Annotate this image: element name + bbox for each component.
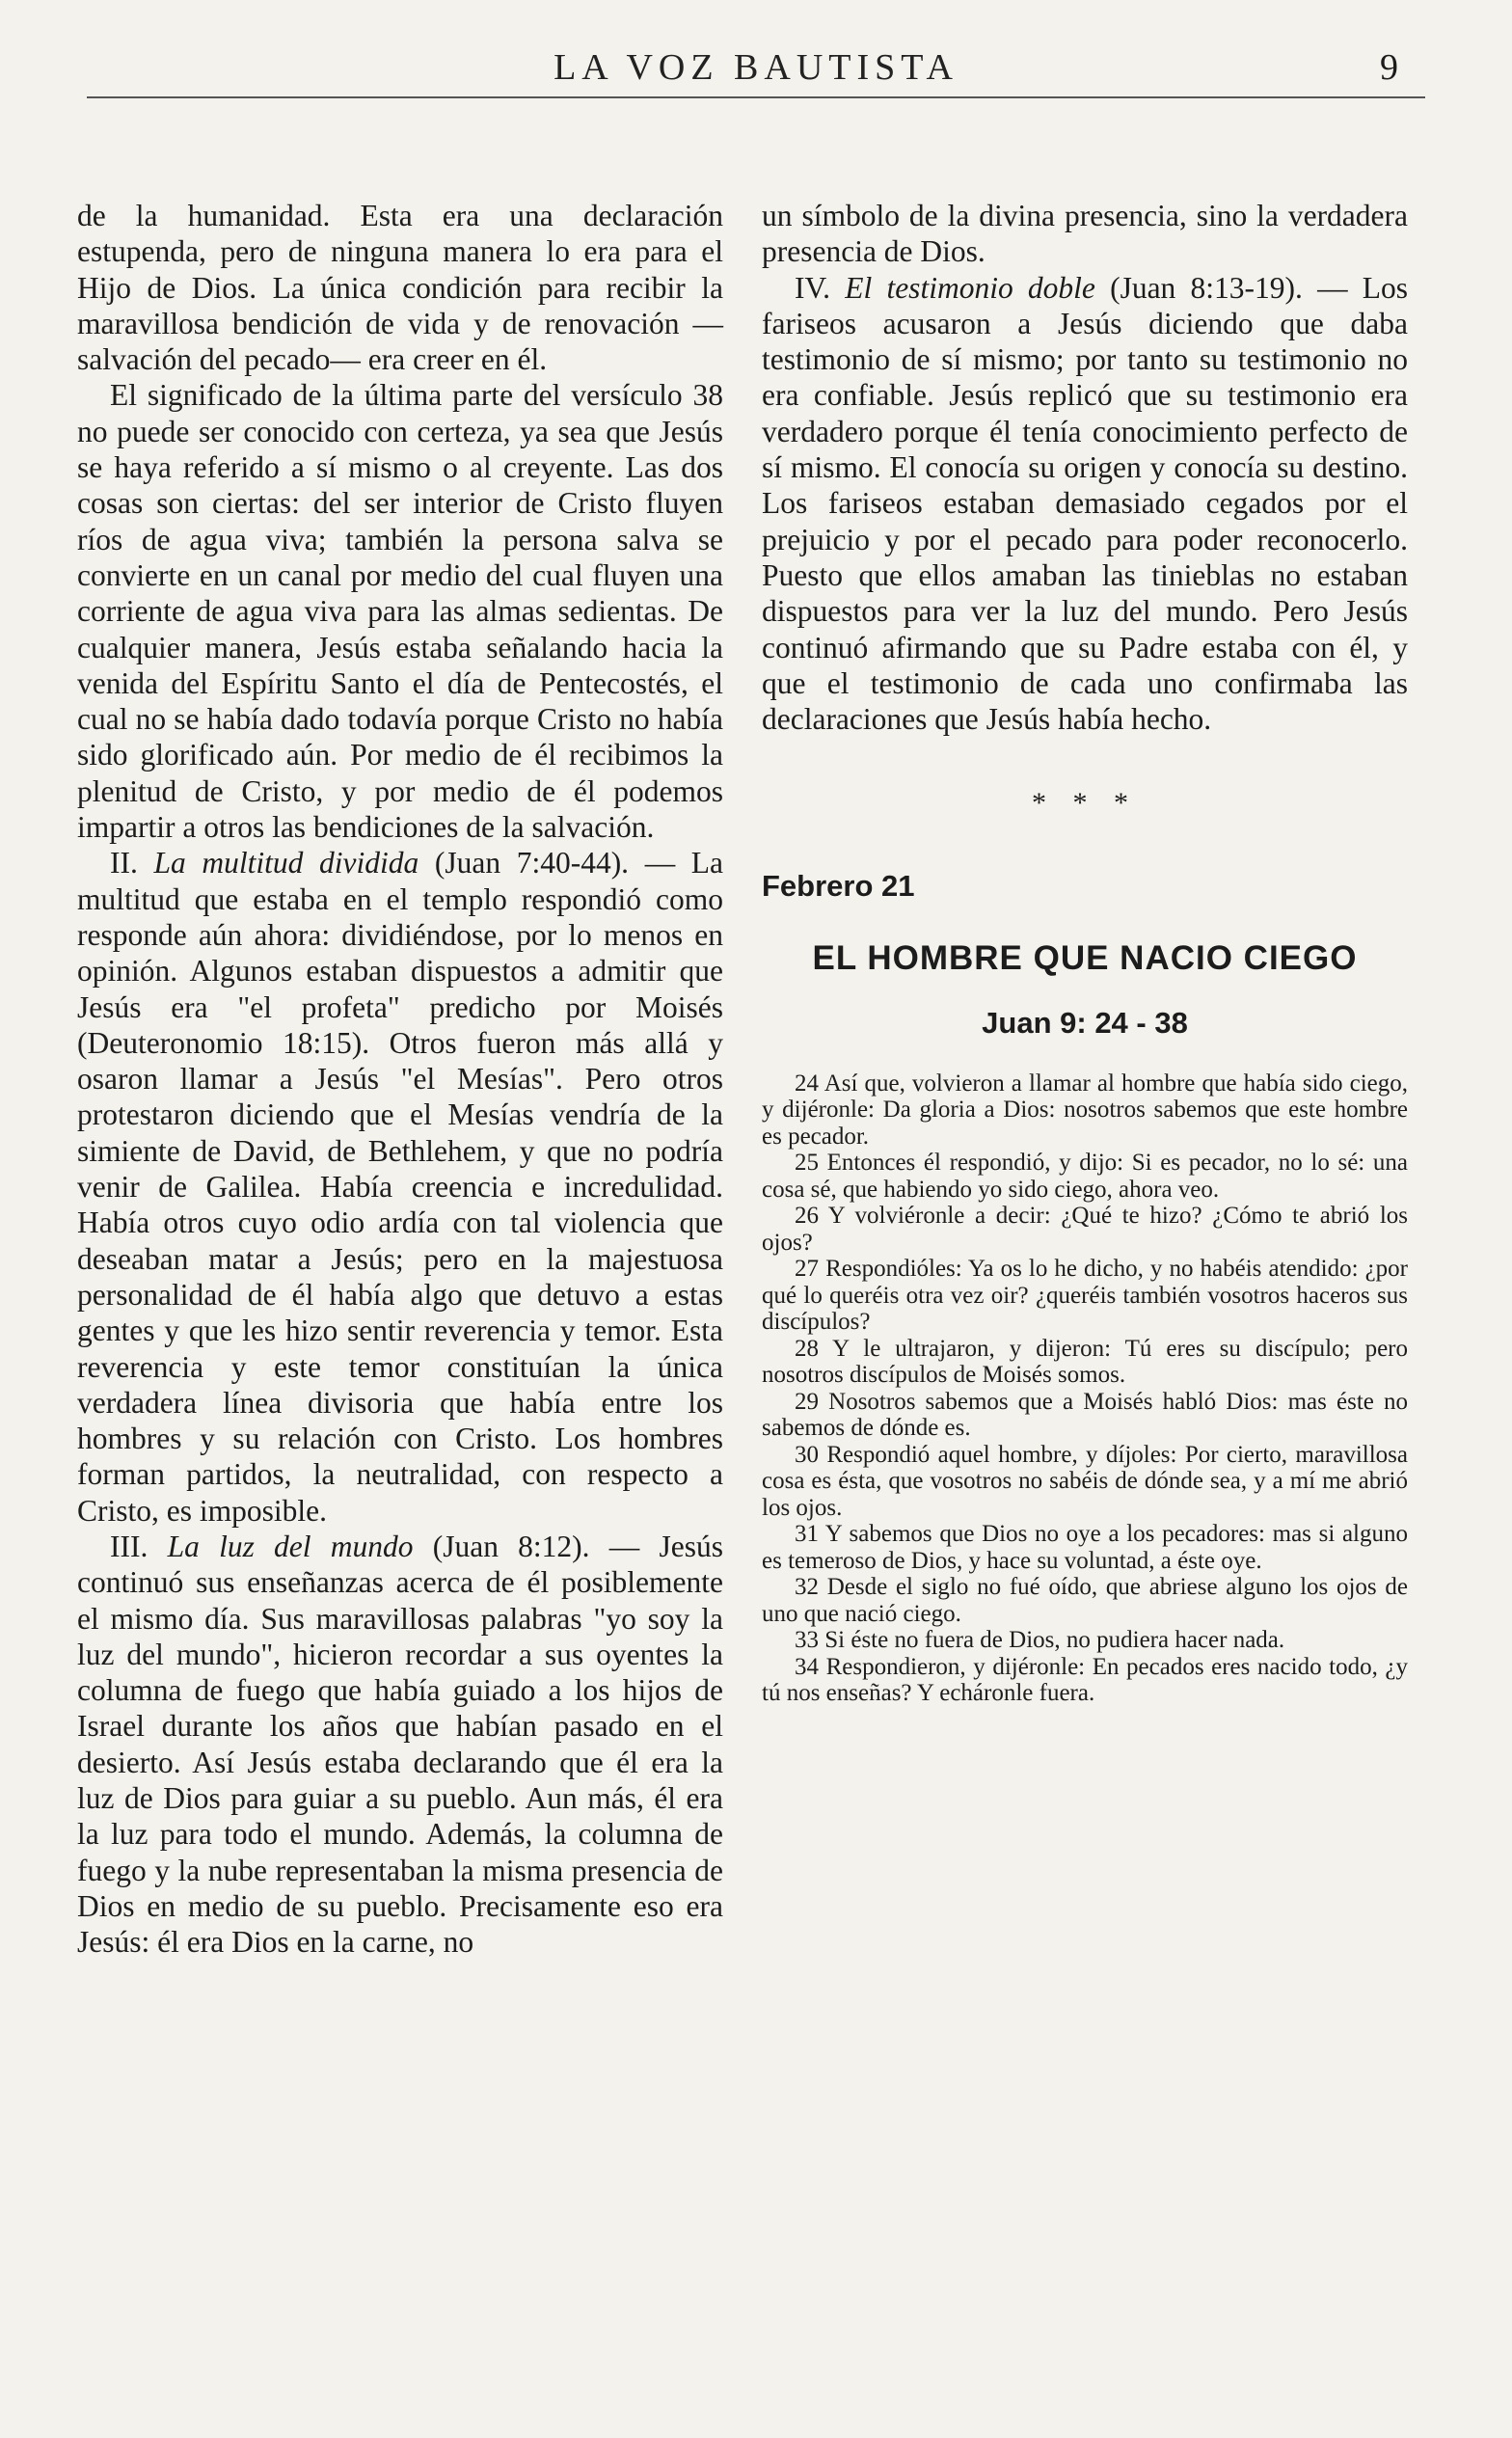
scripture-reference: (Juan 7:40-44). xyxy=(434,846,630,880)
section-text: — Los fariseos acusaron a Jesús diciendo que daba testimonio de sí mismo; por tanto su testimonio no era confiable. Jesús replicó que su testimonio era verdadero porque él tenía conocimiento perfecto de sí mismo. El conocía su origen y conocía su destino. Los fariseos estaban demasiado cegados por el prejuicio y por el pecado para poder reconocerlo. Puesto que ellos amaban las tinieblas no estaban dispuestos para ver la luz del mundo. Pero Jesús continuó afirmando que su Padre estaba con él, y que el testimonio de cada uno confirmaba las declaraciones que Jesús había hecho. xyxy=(762,270,1409,737)
section-title: La multitud dividida xyxy=(153,846,419,880)
scripture-reference: (Juan 8:12). xyxy=(432,1529,590,1563)
paragraph: de la humanidad. Esta era una declaración estupenda, pero de ninguna manera lo era para el Hijo de Dios. La única condición para recibir la maravillosa bendición de vida y de renovación —salvación del pecado— era creer en él. xyxy=(77,199,723,377)
section-text: — La multitud que estaba en el templo respondió como responde aún ahora: dividiéndose, por lo menos en opinión. Algunos estaban dispuestos a admitir que Jesús era "el profeta" predicho por Moisés (Deuteronomio 18:15). Otros fueron más allá y osaron llamar a Jesús "el Mesías". Pero otros protestaron diciendo que el Mesías vendría de la simiente de David, de Bethlehem, y que no podría venir de Galilea. Había creencia e incredulidad. Había otros cuyo odio ardía con tal violencia que deseaban matar a Jesús; pero en la majestuosa personalidad de él había algo que detuvo a estas gentes y que les hizo sentir reverencia y temor. Esta reverencia y este temor constituían la única verdadera línea divisoria que había entre los hombres y su relación con Cristo. Los hombres forman partidos, la neutralidad, con respecto a Cristo, es imposible. xyxy=(77,846,724,1528)
verse-list xyxy=(762,1070,1408,1707)
verse: 34 Respondieron, y dijéronle: En pecados eres nacido todo, ¿y tú nos enseñas? Y echáronle fuera. xyxy=(762,1653,1408,1707)
section-iii xyxy=(77,1529,723,1961)
section-separator: * * * xyxy=(1032,787,1138,820)
verse: 25 Entonces él respondió, y dijo: Si es pecador, no lo sé: una cosa sé, que habiendo yo sido ciego, ahora veo. xyxy=(762,1150,1408,1203)
left-column xyxy=(77,198,723,1961)
scripture-reference: (Juan 8:13-19). xyxy=(1110,270,1303,305)
verse: 29 Nosotros sabemos que a Moisés habló Dios: mas éste no sabemos de dónde es. xyxy=(762,1388,1408,1442)
header-rule xyxy=(87,96,1425,98)
section-title: La luz del mundo xyxy=(167,1529,414,1563)
paragraph: un símbolo de la divina presencia, sino la verdadera presencia de Dios. xyxy=(762,199,1408,269)
verse: 32 Desde el siglo no fué oído, que abriese alguno los ojos de uno que nació ciego. xyxy=(762,1574,1408,1627)
section-iv xyxy=(762,270,1408,738)
lesson-reference: Juan 9: 24 - 38 xyxy=(982,1006,1188,1041)
section-text: — Jesús continuó sus enseñanzas acerca de él posiblemente el mismo día. Sus maravillosas palabras "yo soy la luz del mundo", hicieron recordar a sus oyentes la columna de fuego que había guiado a los hijos de Israel durante los años que habían pasado en el desierto. Así Jesús estaba declarando que él era la luz de Dios para guiar a su pueblo. Aun más, él era la luz para todo el mundo. Además, la columna de fuego y la nube representaban la misma presencia de Dios en medio de su pueblo. Precisamente eso era Jesús: él era Dios en la carne, no xyxy=(77,1529,723,1960)
verse: 26 Y volviéronle a decir: ¿Qué te hizo? ¿Cómo te abrió los ojos? xyxy=(762,1203,1408,1256)
verse: 33 Si éste no fuera de Dios, no pudiera hacer nada. xyxy=(795,1627,1285,1654)
verse: 24 Así que, volvieron a llamar al hombre que había sido ciego, y dijéronle: Da gloria a Dios: nosotros sabemos que este hombre es pecador. xyxy=(762,1070,1408,1150)
verse: 28 Y le ultrajaron, y dijeron: Tú eres su discípulo; pero nosotros discípulos de Moisés somos. xyxy=(762,1335,1408,1389)
lesson-title: EL HOMBRE QUE NACIO CIEGO xyxy=(812,939,1358,978)
verse: 27 Respondióles: Ya os lo he dicho, y no habéis atendido: ¿por qué lo queréis otra vez oir? ¿queréis también vosotros haceros sus discípulos? xyxy=(762,1256,1408,1336)
page-number: 9 xyxy=(1380,47,1398,88)
section-number: II. xyxy=(110,846,138,880)
section-title: El testimonio doble xyxy=(845,270,1095,305)
verse: 30 Respondió aquel hombre, y díjoles: Por cierto, maravillosa cosa es ésta, que vosotros no sabéis de dónde sea, y a mí me abrió los ojos. xyxy=(762,1441,1408,1521)
publication-title: LA VOZ BAUTISTA xyxy=(554,47,958,88)
section-number: IV. xyxy=(795,270,831,305)
verse: 31 Y sabemos que Dios no oye a los pecadores: mas si alguno es temeroso de Dios, y hace su voluntad, a éste oye. xyxy=(762,1521,1408,1574)
section-number: III. xyxy=(110,1529,148,1563)
section-ii xyxy=(77,845,723,1529)
paragraph: El significado de la última parte del versículo 38 no puede ser conocido con certeza, ya sea que Jesús se haya referido a sí mismo o al creyente. Las dos cosas son ciertas: del ser interior de Cristo fluyen ríos de agua viva; también la persona salva se convierte en un canal por medio del cual fluyen una corriente de agua viva para las almas sedientas. De cualquier manera, Jesús estaba señalando hacia la venida del Espíritu Santo el día de Pentecostés, el cual no se había dado todavía porque Cristo no había sido glorificado aún. Por medio de él recibimos la plenitud de Cristo, y por medio de él podemos impartir a otros las bendiciones de la salvación. xyxy=(77,378,723,845)
right-column xyxy=(762,198,1408,1707)
page-header xyxy=(87,46,1425,104)
lesson-date: Febrero 21 xyxy=(762,868,915,903)
